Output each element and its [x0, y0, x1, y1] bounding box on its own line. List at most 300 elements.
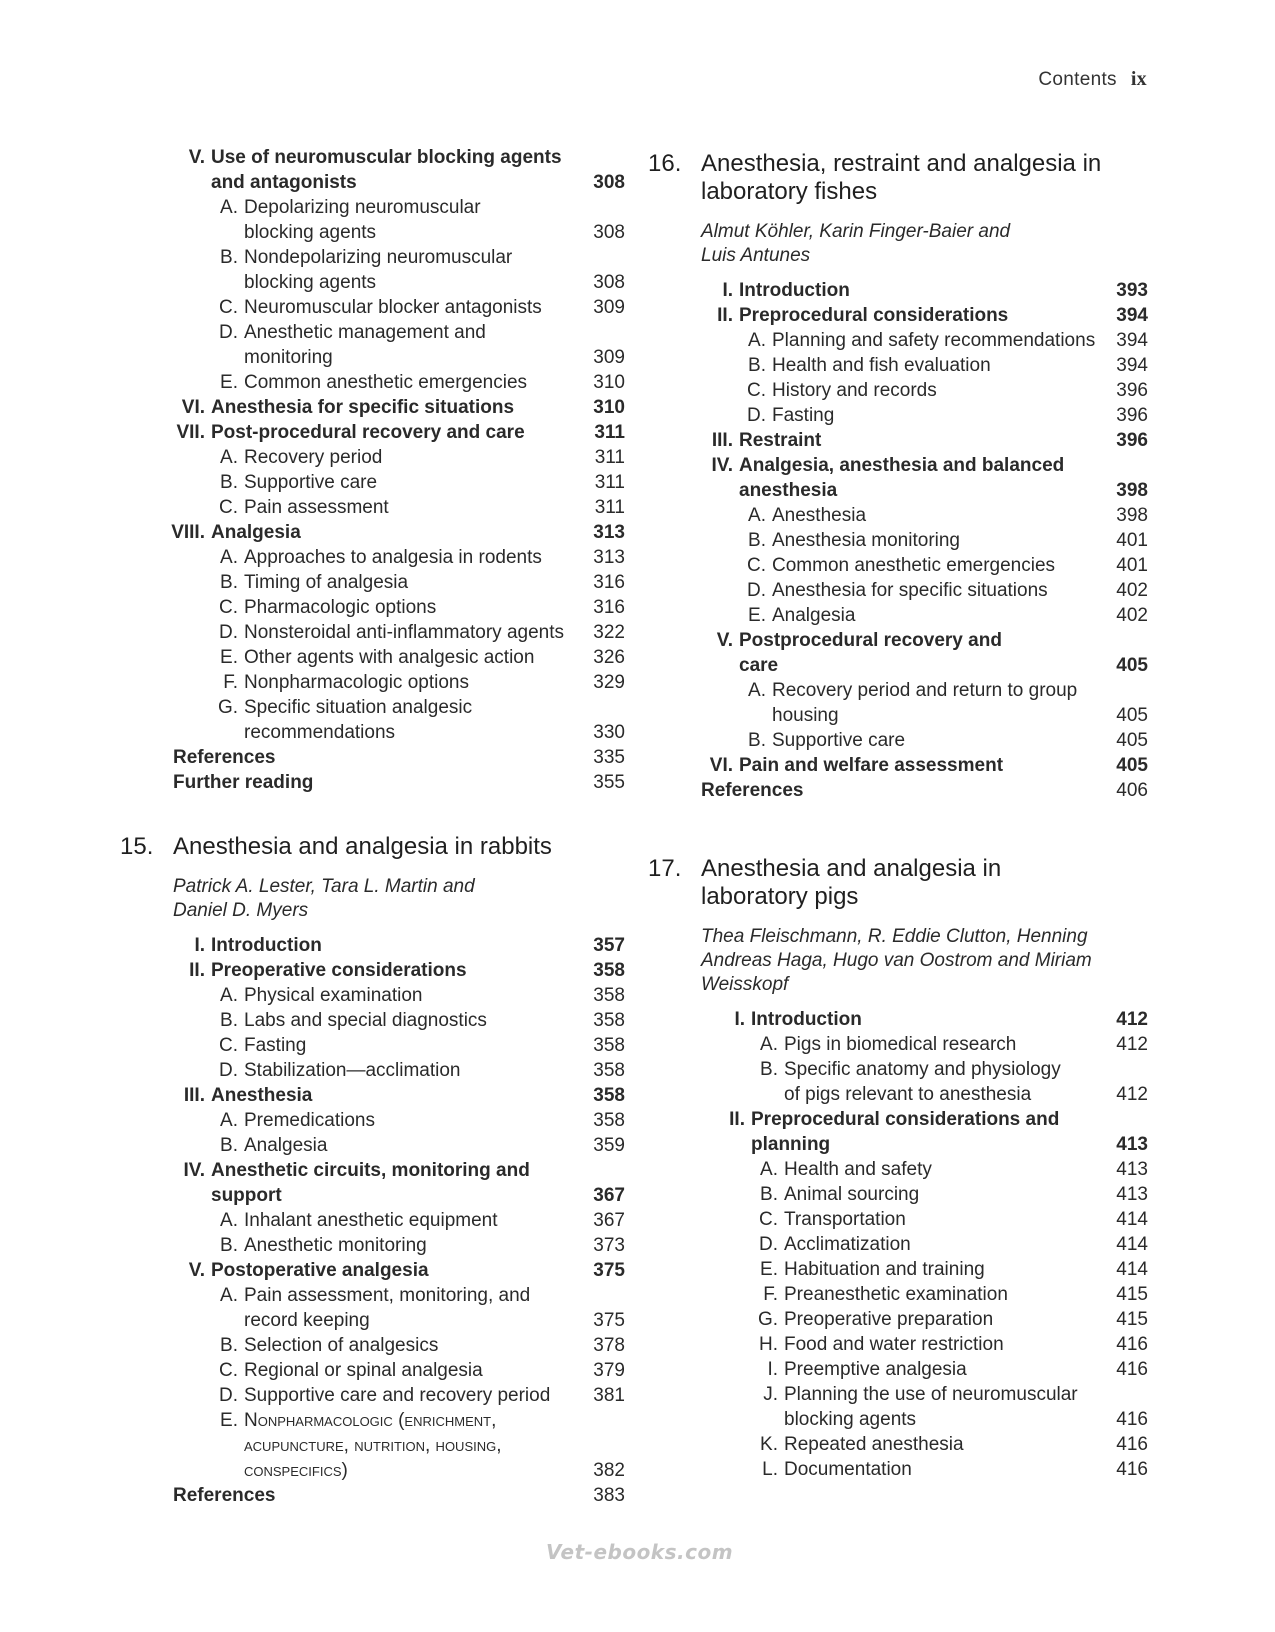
- toc-entry-title: Timing of analgesia: [244, 572, 409, 593]
- toc-entry: [120, 1258, 625, 1283]
- chapter-title-line-1: Anesthesia, restraint and analgesia in: [701, 150, 1102, 177]
- toc-entry-number: D.: [219, 1060, 238, 1081]
- toc-entry-title: Supportive care: [772, 730, 906, 751]
- toc-entry-page: 358: [593, 960, 625, 981]
- toc-entry-title: Common anesthetic emergencies: [772, 555, 1056, 576]
- toc-entry: [648, 628, 1148, 653]
- toc-entry-number: E.: [220, 1410, 238, 1431]
- toc-entry-page: 310: [593, 372, 625, 393]
- toc-entry: [120, 220, 625, 245]
- chapter-16-title: [648, 150, 1148, 206]
- toc-entry-title: Preprocedural considerations: [739, 305, 1009, 326]
- toc-entry: [120, 395, 625, 420]
- toc-entry: [120, 370, 625, 395]
- toc-entry-title: Use of neuromuscular blocking agents: [211, 147, 562, 168]
- toc-entry: [648, 753, 1148, 778]
- toc-entry-page: 415: [1116, 1309, 1148, 1330]
- toc-entry: [120, 1283, 625, 1308]
- toc-entry-page: 416: [1116, 1409, 1148, 1430]
- toc-entry: [648, 728, 1148, 753]
- toc-entry-page: 355: [593, 772, 625, 793]
- toc-entry-page: 413: [1116, 1184, 1148, 1205]
- toc-entry: [120, 170, 625, 195]
- toc-entry-title: Regional or spinal analgesia: [244, 1360, 483, 1381]
- toc-entry-page: 414: [1116, 1259, 1148, 1280]
- toc-entry: [660, 1007, 1148, 1032]
- toc-entry: [660, 1107, 1148, 1132]
- toc-entry-title: Planning and safety recommendations: [772, 330, 1096, 351]
- toc-entry: [120, 1158, 625, 1183]
- toc-entry-page: 394: [1116, 355, 1148, 376]
- toc-entry-title: and antagonists: [211, 172, 357, 193]
- toc-entry: [120, 1133, 625, 1158]
- toc-entry: [120, 1333, 625, 1358]
- toc-entry-page: 398: [1116, 505, 1148, 526]
- toc-entry-number: D.: [219, 1385, 238, 1406]
- toc-entry-page: 358: [593, 1010, 625, 1031]
- toc-entry-number: E.: [748, 605, 766, 626]
- toc-entry: [120, 445, 625, 470]
- toc-entry: [660, 1257, 1148, 1282]
- toc-entry: [120, 495, 625, 520]
- chapter-17-entries: [648, 1007, 1148, 1482]
- toc-entry-title: Acclimatization: [784, 1234, 911, 1255]
- toc-entry-number: D.: [219, 322, 238, 343]
- toc-entry-page: 416: [1116, 1434, 1148, 1455]
- toc-entry-title: Preoperative considerations: [211, 960, 467, 981]
- toc-entry-page: 359: [593, 1135, 625, 1156]
- toc-entry-title: Selection of analgesics: [244, 1335, 439, 1356]
- toc-entry-title: Introduction: [211, 935, 322, 956]
- toc-entry-number: D.: [747, 580, 766, 601]
- toc-entry-number: V.: [716, 630, 733, 651]
- toc-entry-number: A.: [748, 680, 766, 701]
- toc-continuation: [120, 145, 625, 795]
- chapter-15-title: [120, 833, 625, 861]
- toc-entry-title: Anesthetic circuits, monitoring and: [211, 1160, 530, 1181]
- toc-entry: [120, 620, 625, 645]
- toc-entry-page: 308: [593, 172, 625, 193]
- toc-entry-page: 416: [1116, 1334, 1148, 1355]
- chapter-number: 17.: [648, 855, 682, 882]
- toc-entry-title: Further reading: [173, 772, 314, 793]
- toc-entry-title: Documentation: [784, 1459, 912, 1480]
- toc-entry-title: Food and water restriction: [784, 1334, 1004, 1355]
- chapter-title: [701, 150, 1101, 206]
- left-column: [120, 145, 625, 1508]
- toc-entry: [648, 603, 1148, 628]
- toc-entry: [120, 1233, 625, 1258]
- toc-entry: [648, 378, 1148, 403]
- toc-entry-page: 329: [593, 672, 625, 693]
- toc-entry-title: Repeated anesthesia: [784, 1434, 964, 1455]
- toc-entry-number: A.: [748, 330, 766, 351]
- toc-entry-number: V.: [188, 147, 205, 168]
- toc-entry-page: 322: [593, 622, 625, 643]
- toc-entry-title: Post-procedural recovery and care: [211, 422, 525, 443]
- toc-entry-page: 358: [593, 1110, 625, 1131]
- toc-entry: [660, 1357, 1148, 1382]
- chapter-title-line-1: Anesthesia and analgesia in: [701, 855, 1002, 882]
- toc-entry-number: C.: [219, 497, 238, 518]
- chapter-16-authors: Almut Köhler, Karin Finger-Baier and Luis Antunes: [701, 221, 1011, 266]
- toc-entry-title: record keeping: [244, 1310, 370, 1331]
- toc-entry-number: B.: [748, 730, 766, 751]
- toc-entry-number: IV.: [711, 455, 733, 476]
- toc-entry-title: recommendations: [244, 722, 396, 743]
- toc-entry: [648, 653, 1148, 678]
- toc-entry: [120, 1433, 625, 1458]
- toc-entry-number: II.: [729, 1109, 745, 1130]
- toc-entry: [648, 778, 1148, 803]
- chapter-title-line-2: laboratory fishes: [701, 178, 878, 205]
- toc-entry-number: C.: [219, 597, 238, 618]
- toc-entry-title: Fasting: [772, 405, 835, 426]
- toc-entry-page: 313: [593, 522, 625, 543]
- toc-entry-title: Preprocedural considerations and: [751, 1109, 1060, 1130]
- toc-entry-title: Anesthesia monitoring: [772, 530, 960, 551]
- toc-entry-title: Postprocedural recovery and: [739, 630, 1002, 651]
- toc-entry-title: Anesthesia for specific situations: [211, 397, 515, 418]
- toc-entry-title: Stabilization—acclimation: [244, 1060, 461, 1081]
- toc-entry-number: B.: [220, 1135, 238, 1156]
- toc-entry-page: 378: [593, 1335, 625, 1356]
- toc-entry-title: Other agents with analgesic action: [244, 647, 535, 668]
- toc-entry-title: support: [211, 1185, 282, 1206]
- toc-entry: [120, 1208, 625, 1233]
- toc-entry-page: 412: [1116, 1009, 1148, 1030]
- toc-entry: [120, 745, 625, 770]
- toc-entry: [120, 1108, 625, 1133]
- toc-entry-number: E.: [220, 372, 238, 393]
- toc-entry: [660, 1157, 1148, 1182]
- toc-entry-title: Analgesia: [211, 522, 301, 543]
- toc-entry-title: Preemptive analgesia: [784, 1359, 967, 1380]
- toc-entry: [120, 1383, 625, 1408]
- toc-entry-number: C.: [747, 380, 766, 401]
- toc-entry-title: Common anesthetic emergencies: [244, 372, 528, 393]
- toc-entry: [648, 353, 1148, 378]
- toc-entry: [648, 703, 1148, 728]
- toc-entry-page: 416: [1116, 1359, 1148, 1380]
- toc-entry: [120, 720, 625, 745]
- toc-entry-title: blocking agents: [784, 1409, 917, 1430]
- toc-entry-title: Planning the use of neuromuscular: [784, 1384, 1078, 1405]
- toc-entry-title: Specific anatomy and physiology: [784, 1059, 1061, 1080]
- toc-entry-title: Preoperative preparation: [784, 1309, 994, 1330]
- toc-entry-title: Health and safety: [784, 1159, 932, 1180]
- toc-entry-page: 406: [1116, 780, 1148, 801]
- toc-entry: [120, 245, 625, 270]
- toc-entry: [120, 420, 625, 445]
- toc-entry: [120, 545, 625, 570]
- toc-entry-number: B.: [748, 530, 766, 551]
- toc-entry-page: 358: [593, 1060, 625, 1081]
- toc-entry-title: Supportive care: [244, 472, 378, 493]
- chapter-16-entries: [648, 278, 1148, 803]
- toc-entry-number: D.: [759, 1234, 778, 1255]
- toc-entry: [120, 1483, 625, 1508]
- toc-entry-title: care: [739, 655, 779, 676]
- toc-entry-title: Depolarizing neuromuscular: [244, 197, 481, 218]
- toc-entry-number: V.: [188, 1260, 205, 1281]
- toc-entry-number: B.: [748, 355, 766, 376]
- toc-entry-page: 396: [1116, 430, 1148, 451]
- toc-entry: [660, 1332, 1148, 1357]
- toc-entry-page: 412: [1116, 1084, 1148, 1105]
- toc-entry-number: C.: [219, 1035, 238, 1056]
- toc-entry-number: A.: [220, 447, 238, 468]
- toc-entry: [120, 645, 625, 670]
- toc-entry-page: 375: [593, 1260, 625, 1281]
- toc-entry-number: I.: [767, 1359, 778, 1380]
- chapter-title: Anesthesia and analgesia in rabbits: [173, 833, 552, 860]
- toc-entry: [660, 1407, 1148, 1432]
- toc-entry: [648, 303, 1148, 328]
- toc-entry: [120, 345, 625, 370]
- toc-entry-title: Nonsteroidal anti-inflammatory agents: [244, 622, 564, 643]
- toc-entry-number: B.: [220, 472, 238, 493]
- toc-entry-number: E.: [760, 1259, 778, 1280]
- toc-entry-number: VIII.: [171, 522, 205, 543]
- toc-entry: [648, 553, 1148, 578]
- toc-entry-title: Recovery period and return to group: [772, 680, 1078, 701]
- toc-entry-number: A.: [220, 1110, 238, 1131]
- toc-entry-number: A.: [220, 197, 238, 218]
- toc-entry-page: 358: [593, 985, 625, 1006]
- chapter-17-title: [648, 855, 1148, 911]
- toc-entry-number: E.: [220, 647, 238, 668]
- toc-entry-page: 416: [1116, 1459, 1148, 1480]
- toc-entry-title: Pigs in biomedical research: [784, 1034, 1017, 1055]
- chapter-title-line-2: laboratory pigs: [701, 883, 859, 910]
- toc-entry-title: References: [173, 1485, 276, 1506]
- toc-entry-title: of pigs relevant to anesthesia: [784, 1084, 1032, 1105]
- toc-entry-title: housing: [772, 705, 839, 726]
- toc-entry-title: Specific situation analgesic: [244, 697, 473, 718]
- toc-entry-page: 381: [593, 1385, 625, 1406]
- toc-entry-number: C.: [759, 1209, 778, 1230]
- toc-entry-number: G.: [757, 1309, 778, 1330]
- toc-entry-title: Labs and special diagnostics: [244, 1010, 487, 1031]
- toc-entry-title: Fasting: [244, 1035, 307, 1056]
- toc-entry-title: Postoperative analgesia: [211, 1260, 429, 1281]
- chapter-15-entries: [120, 933, 625, 1508]
- toc-entry-number: I.: [722, 280, 733, 301]
- toc-entry-number: D.: [219, 622, 238, 643]
- toc-entry-number: D.: [747, 405, 766, 426]
- toc-entry: [660, 1232, 1148, 1257]
- toc-entry-title: Preanesthetic examination: [784, 1284, 1008, 1305]
- toc-entry-number: K.: [760, 1434, 778, 1455]
- toc-entry-number: I.: [734, 1009, 745, 1030]
- toc-entry-number: B.: [220, 1335, 238, 1356]
- toc-entry-title: History and records: [772, 380, 937, 401]
- toc-entry-title: Premedications: [244, 1110, 375, 1131]
- toc-entry: [660, 1182, 1148, 1207]
- toc-entry-title: Introduction: [739, 280, 850, 301]
- toc-entry-title: Restraint: [739, 430, 822, 451]
- right-column: [648, 146, 1148, 1482]
- toc-entry-page: 310: [593, 397, 625, 418]
- toc-entry: [648, 403, 1148, 428]
- toc-entry-number: C.: [747, 555, 766, 576]
- toc-entry-number: C.: [219, 297, 238, 318]
- chapter-number: 15.: [120, 833, 154, 860]
- toc-entry-number: F.: [763, 1284, 778, 1305]
- toc-entry: [660, 1307, 1148, 1332]
- toc-entry: [120, 983, 625, 1008]
- toc-entry-page: 401: [1116, 530, 1148, 551]
- header-label: Contents: [1038, 69, 1117, 90]
- toc-entry-title: Anesthetic monitoring: [244, 1235, 427, 1256]
- toc-entry: [120, 695, 625, 720]
- toc-entry-title: Transportation: [784, 1209, 906, 1230]
- toc-entry-title: Animal sourcing: [784, 1184, 920, 1205]
- toc-entry-page: 375: [593, 1310, 625, 1331]
- header-page-number: ix: [1130, 68, 1147, 90]
- toc-entry: [120, 1083, 625, 1108]
- toc-entry-title: Inhalant anesthetic equipment: [244, 1210, 498, 1231]
- toc-entry-page: 313: [593, 547, 625, 568]
- toc-entry: [120, 1308, 625, 1333]
- toc-entry: [648, 278, 1148, 303]
- toc-entry-number: H.: [759, 1334, 778, 1355]
- toc-entry: [120, 958, 625, 983]
- toc-entry-title: Pain assessment, monitoring, and: [244, 1285, 531, 1306]
- toc-entry-page: 405: [1116, 755, 1148, 776]
- toc-entry-number: A.: [760, 1034, 778, 1055]
- toc-entry: [120, 1058, 625, 1083]
- toc-entry: [660, 1057, 1148, 1082]
- toc-entry-page: 367: [593, 1185, 625, 1206]
- toc-entry-number: VII.: [176, 422, 205, 443]
- toc-entry-page: 311: [594, 447, 625, 468]
- toc-entry: [648, 478, 1148, 503]
- toc-entry-page: 393: [1116, 280, 1148, 301]
- toc-entry: [120, 295, 625, 320]
- toc-entry-title: Neuromuscular blocker antagonists: [244, 297, 542, 318]
- toc-entry-title: Anesthetic management and: [244, 322, 486, 343]
- toc-entry-page: 335: [593, 747, 625, 768]
- toc-entry: [120, 520, 625, 545]
- toc-entry-page: 311: [594, 472, 625, 493]
- toc-entry-page: 309: [593, 297, 625, 318]
- toc-entry-number: VI.: [181, 397, 205, 418]
- toc-entry-page: 379: [593, 1360, 625, 1381]
- running-header: [1038, 68, 1147, 91]
- toc-entry-title: Anesthesia: [211, 1085, 313, 1106]
- toc-entry-number: A.: [220, 985, 238, 1006]
- toc-entry: [120, 670, 625, 695]
- toc-entry-title: Pain and welfare assessment: [739, 755, 1004, 776]
- toc-entry-number: A.: [748, 505, 766, 526]
- toc-entry-page: 405: [1116, 730, 1148, 751]
- toc-entry: [120, 320, 625, 345]
- toc-entry: [120, 770, 625, 795]
- toc-entry-page: 308: [593, 272, 625, 293]
- toc-entry-page: 308: [593, 222, 625, 243]
- toc-entry: [120, 270, 625, 295]
- toc-entry-title: Analgesia, anesthesia and balanced: [739, 455, 1065, 476]
- toc-entry: [120, 933, 625, 958]
- toc-entry: [120, 470, 625, 495]
- toc-entry-page: 414: [1116, 1234, 1148, 1255]
- toc-entry-page: 402: [1116, 605, 1148, 626]
- toc-entry-number: II.: [189, 960, 205, 981]
- toc-entry: [120, 1033, 625, 1058]
- toc-entry: [648, 453, 1148, 478]
- toc-entry-number: A.: [220, 1210, 238, 1231]
- toc-entry-page: 316: [593, 597, 625, 618]
- toc-entry: [660, 1207, 1148, 1232]
- toc-entry-title: blocking agents: [244, 272, 377, 293]
- toc-entry-page: 309: [593, 347, 625, 368]
- toc-entry-number: VI.: [709, 755, 733, 776]
- toc-entry-number: B.: [760, 1184, 778, 1205]
- toc-entry-title: conspecifics): [244, 1460, 348, 1481]
- toc-entry: [120, 195, 625, 220]
- toc-entry-title: Anesthesia: [772, 505, 867, 526]
- toc-entry: [120, 1458, 625, 1483]
- toc-entry-page: 311: [594, 422, 625, 443]
- toc-entry-title: Supportive care and recovery period: [244, 1385, 551, 1406]
- toc-entry-number: F.: [223, 672, 238, 693]
- toc-entry: [660, 1082, 1148, 1107]
- toc-entry-title: Nonpharmacologic (enrichment,: [244, 1410, 497, 1431]
- toc-entry-title: Nonpharmacologic options: [244, 672, 469, 693]
- toc-entry-number: J.: [763, 1384, 778, 1405]
- toc-entry-title: acupuncture, nutrition, housing,: [244, 1435, 502, 1456]
- toc-entry-page: 357: [593, 935, 625, 956]
- toc-entry: [648, 578, 1148, 603]
- toc-entry-page: 394: [1116, 305, 1148, 326]
- toc-entry-title: Health and fish evaluation: [772, 355, 991, 376]
- toc-entry-page: 413: [1116, 1159, 1148, 1180]
- toc-entry-number: B.: [220, 247, 238, 268]
- toc-entry-number: C.: [219, 1360, 238, 1381]
- toc-entry-page: 401: [1116, 555, 1148, 576]
- toc-entry-page: 405: [1116, 655, 1148, 676]
- toc-entry-number: G.: [217, 697, 238, 718]
- toc-entry-title: blocking agents: [244, 222, 377, 243]
- toc-entry-title: anesthesia: [739, 480, 838, 501]
- toc-entry: [660, 1032, 1148, 1057]
- toc-entry-title: Analgesia: [772, 605, 856, 626]
- toc-entry-title: Nondepolarizing neuromuscular: [244, 247, 513, 268]
- toc-entry-title: monitoring: [244, 347, 333, 368]
- toc-entry-page: 382: [593, 1460, 625, 1481]
- toc-entry-page: 412: [1116, 1034, 1148, 1055]
- toc-entry-number: B.: [220, 572, 238, 593]
- chapter-title: [701, 855, 1001, 911]
- toc-entry-number: B.: [220, 1010, 238, 1031]
- toc-entry-number: IV.: [183, 1160, 205, 1181]
- toc-entry: [660, 1432, 1148, 1457]
- toc-entry-number: II.: [717, 305, 733, 326]
- toc-entry: [660, 1382, 1148, 1407]
- chapter-17-authors: Thea Fleischmann, R. Eddie Clutton, Henning Andreas Haga, Hugo van Oostrom and Miriam Weisskopf: [701, 926, 1092, 995]
- toc-entry-number: III.: [183, 1085, 205, 1106]
- toc-entry-page: 396: [1116, 405, 1148, 426]
- toc-entry-page: 405: [1116, 705, 1148, 726]
- toc-entry-number: B.: [760, 1059, 778, 1080]
- toc-entry-page: 415: [1116, 1284, 1148, 1305]
- toc-entry-title: Anesthesia for specific situations: [772, 580, 1048, 601]
- toc-entry-page: 383: [593, 1485, 625, 1506]
- toc-entry-number: III.: [711, 430, 733, 451]
- chapter-number: 16.: [648, 150, 682, 177]
